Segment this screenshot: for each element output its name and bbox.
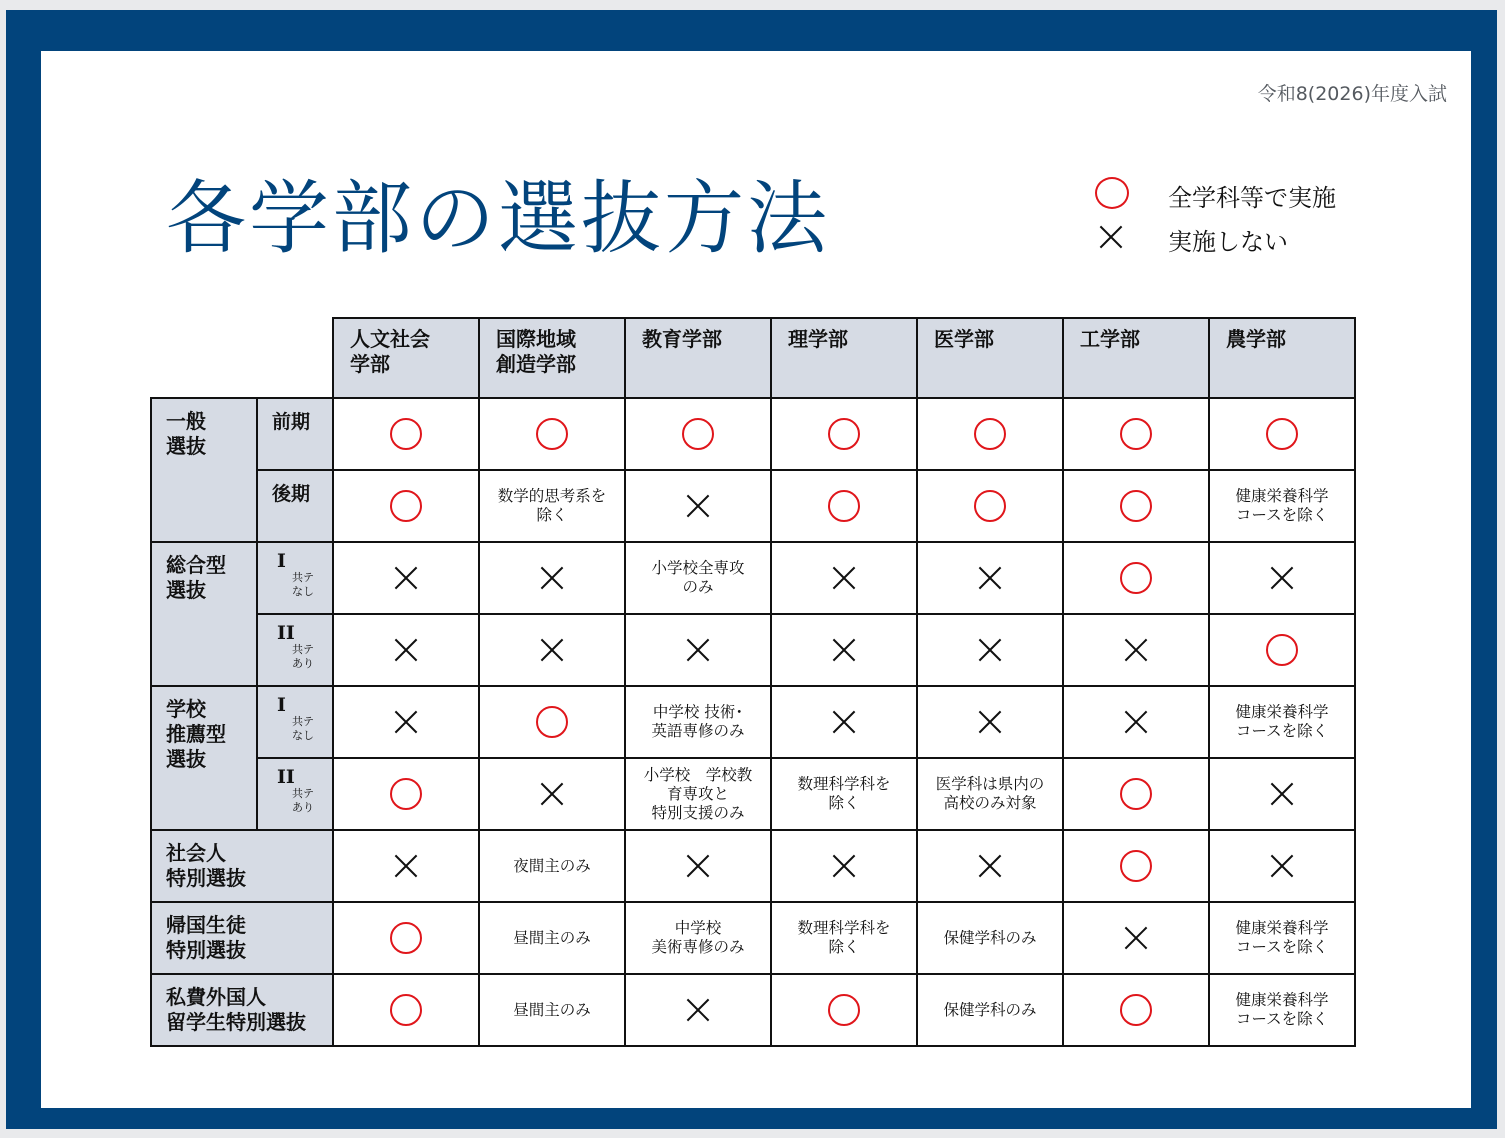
cross-icon: [832, 638, 856, 662]
cell-note: 夜間主のみ: [513, 856, 591, 875]
cross-icon: [1124, 710, 1148, 734]
selection-type-label: 選抜: [166, 578, 206, 602]
table-row: [151, 398, 1355, 470]
cross-icon: [1270, 566, 1294, 590]
cross-icon: [394, 638, 418, 662]
table-cell: [479, 398, 625, 470]
table-cell: [1063, 902, 1209, 974]
table-row: [151, 542, 1355, 614]
cell-note: のみ: [682, 578, 714, 596]
circle-icon: [390, 922, 422, 954]
circle-icon: [536, 706, 568, 738]
circle-icon: [390, 490, 422, 522]
faculty-header: [625, 318, 771, 398]
table-cell: [479, 542, 625, 614]
cell-note: 除く: [828, 794, 860, 812]
cross-icon: [832, 854, 856, 878]
table-cell: [917, 542, 1063, 614]
table-cell: [1063, 614, 1209, 686]
selection-type: [151, 542, 257, 686]
table-cell: [1209, 614, 1355, 686]
table-cell: [333, 902, 479, 974]
circle-icon: [1120, 418, 1152, 450]
circle-icon: [828, 418, 860, 450]
cell-note: コースを除く: [1235, 938, 1329, 956]
cross-icon: [1270, 854, 1294, 878]
cross-icon: [1270, 782, 1294, 806]
selection-subtype: [257, 758, 333, 830]
circle-icon: [828, 490, 860, 522]
circle-icon: [1120, 562, 1152, 594]
slide: [41, 51, 1471, 1108]
table-row: [151, 470, 1355, 542]
table-cell: [1209, 902, 1355, 974]
table-cell: [1209, 974, 1355, 1046]
table-cell: [625, 470, 771, 542]
common-test-label: 共テ: [292, 787, 314, 800]
circle-icon: [1095, 177, 1129, 209]
selection-type: [151, 974, 333, 1046]
common-test-label: 共テ: [292, 571, 314, 584]
cell-note: コースを除く: [1235, 506, 1329, 524]
circle-icon: [536, 418, 568, 450]
cell-note: 除く: [536, 506, 568, 524]
table-cell: [333, 542, 479, 614]
common-test-note: [288, 715, 318, 743]
subtype-numeral: II: [277, 766, 295, 788]
table-cell: [917, 830, 1063, 902]
cross-icon: [978, 638, 1002, 662]
table-cell: [625, 614, 771, 686]
legend-label: 全学科等で実施: [1168, 183, 1336, 212]
cell-note: 昼間主のみ: [513, 1000, 591, 1019]
cell-note: 英語専修のみ: [651, 722, 745, 740]
common-test-label: 共テ: [292, 715, 314, 728]
subtype-numeral: II: [277, 622, 295, 644]
cell-note: 健康栄養科学: [1235, 703, 1329, 721]
cell-note: 数学的思考系を: [497, 487, 607, 505]
cross-icon: [978, 854, 1002, 878]
table-cell: [771, 686, 917, 758]
cell-note: 数理科学科を: [797, 775, 891, 793]
cross-icon: [1124, 926, 1148, 950]
faculty-name: 人文社会: [350, 327, 430, 351]
cell-note: 除く: [828, 938, 860, 956]
faculty-name: 理学部: [788, 327, 848, 351]
table-row: [151, 758, 1355, 830]
table-cell: [625, 830, 771, 902]
cell-note: コースを除く: [1235, 1010, 1329, 1028]
table-cell: [917, 614, 1063, 686]
table-cell: [1063, 542, 1209, 614]
selection-type-label: 学校: [166, 697, 206, 721]
table-cell: [479, 686, 625, 758]
selection-subtype: [257, 686, 333, 758]
table-cell: [1063, 686, 1209, 758]
circle-icon: [1266, 418, 1298, 450]
table-cell: [1209, 686, 1355, 758]
circle-icon: [974, 418, 1006, 450]
faculty-header: [1209, 318, 1355, 398]
table-cell: [771, 470, 917, 542]
table-cell: [333, 974, 479, 1046]
table-cell: [1063, 974, 1209, 1046]
selection-subtype: [257, 542, 333, 614]
selection-type-label: 私費外国人: [166, 985, 266, 1009]
table-cell: [917, 686, 1063, 758]
selection-subtype: [257, 398, 333, 470]
cell-note: 数理科学科を: [797, 919, 891, 937]
selection-type-label: 帰国生徒: [166, 913, 246, 937]
table-corner: [151, 318, 333, 398]
selection-type-label: 特別選抜: [166, 938, 246, 962]
legend-item-circle: [1095, 177, 1336, 213]
table-cell: [479, 614, 625, 686]
cross-icon: [686, 854, 710, 878]
cell-note: 健康栄養科学: [1235, 991, 1329, 1009]
table-cell: [333, 686, 479, 758]
table-row: [151, 686, 1355, 758]
faculty-header: [479, 318, 625, 398]
common-test-note: [288, 787, 318, 815]
table-cell: [625, 542, 771, 614]
table-cell: [333, 758, 479, 830]
cell-note: 小学校 学校教: [643, 765, 753, 784]
selection-type-label: 選抜: [166, 747, 206, 771]
table-cell: [625, 974, 771, 1046]
table-cell: [917, 974, 1063, 1046]
selection-type-label: 推薦型: [166, 722, 226, 746]
cross-icon: [686, 494, 710, 518]
table-cell: [917, 758, 1063, 830]
period-label: 前期: [272, 411, 311, 433]
faculty-name: 医学部: [934, 327, 994, 351]
table-cell: [917, 470, 1063, 542]
faculty-name: 学部: [350, 352, 390, 376]
cell-note: 中学校: [674, 919, 722, 937]
selection-type: [151, 686, 257, 830]
cell-note: 医学科は県内の: [935, 775, 1045, 793]
table-cell: [771, 398, 917, 470]
selection-type-label: 特別選抜: [166, 866, 246, 890]
circle-icon: [390, 994, 422, 1026]
cross-icon: [978, 566, 1002, 590]
table-cell: [771, 542, 917, 614]
cell-note: 保健学科のみ: [943, 928, 1037, 947]
selection-type: [151, 398, 257, 542]
table-header-row: [151, 318, 1355, 398]
table-cell: [771, 614, 917, 686]
selection-type: [151, 830, 333, 902]
table-cell: [917, 398, 1063, 470]
cross-icon: [540, 566, 564, 590]
cell-note: 特別支援のみ: [651, 803, 745, 822]
table-cell: [625, 758, 771, 830]
circle-icon: [682, 418, 714, 450]
cross-icon: [832, 710, 856, 734]
cross-icon: [394, 566, 418, 590]
table-cell: [1209, 830, 1355, 902]
cell-note: 小学校全専攻: [651, 559, 745, 577]
common-test-note: [288, 643, 318, 671]
circle-icon: [974, 490, 1006, 522]
circle-icon: [1120, 994, 1152, 1026]
cell-note: コースを除く: [1235, 722, 1329, 740]
cell-note: 育専攻と: [666, 784, 729, 803]
table-row: [151, 830, 1355, 902]
cell-note: 保健学科のみ: [943, 1000, 1037, 1019]
cross-icon: [978, 710, 1002, 734]
cross-icon: [394, 710, 418, 734]
table-cell: [771, 830, 917, 902]
selection-type-label: 選抜: [166, 434, 206, 458]
circle-icon: [1120, 490, 1152, 522]
table-cell: [1209, 542, 1355, 614]
cell-note: 中学校 技術･: [652, 703, 744, 721]
selection-subtype: [257, 614, 333, 686]
faculty-header: [333, 318, 479, 398]
cross-icon: [686, 638, 710, 662]
selection-type-label: 留学生特別選抜: [166, 1010, 306, 1034]
table-row: [151, 902, 1355, 974]
table-cell: [771, 902, 917, 974]
slide-frame: [6, 10, 1497, 1129]
subtype-numeral: I: [277, 694, 286, 716]
table-cell: [771, 974, 917, 1046]
table-cell: [1063, 398, 1209, 470]
cross-icon: [1124, 638, 1148, 662]
table-cell: [1063, 830, 1209, 902]
faculty-name: 農学部: [1226, 327, 1286, 351]
faculty-header: [771, 318, 917, 398]
circle-icon: [1266, 634, 1298, 666]
common-test-label: 共テ: [292, 643, 314, 656]
common-test-label: あり: [292, 801, 314, 814]
cell-note: 昼間主のみ: [513, 928, 591, 947]
table-cell: [625, 398, 771, 470]
table-cell: [333, 614, 479, 686]
common-test-label: なし: [292, 729, 314, 742]
table-cell: [333, 470, 479, 542]
table-cell: [479, 974, 625, 1046]
faculty-name: 工学部: [1080, 327, 1140, 351]
table-cell: [625, 902, 771, 974]
selection-type-label: 総合型: [166, 553, 226, 577]
table-cell: [1063, 470, 1209, 542]
table-cell: [333, 398, 479, 470]
circle-icon: [828, 994, 860, 1026]
table-row: [151, 974, 1355, 1046]
common-test-label: あり: [292, 657, 314, 670]
circle-icon: [1120, 850, 1152, 882]
table-cell: [333, 830, 479, 902]
cross-icon: [1099, 225, 1123, 249]
cross-icon: [686, 998, 710, 1022]
faculty-header: [917, 318, 1063, 398]
subtype-numeral: I: [277, 550, 286, 572]
selection-type-label: 社会人: [166, 841, 226, 865]
table-cell: [1209, 470, 1355, 542]
circle-icon: [1120, 778, 1152, 810]
cross-icon: [540, 782, 564, 806]
table-cell: [1209, 758, 1355, 830]
cell-note: 美術専修のみ: [651, 938, 745, 956]
faculty-name: 創造学部: [496, 352, 576, 376]
selection-type-label: 一般: [166, 409, 206, 433]
table-row: [151, 614, 1355, 686]
table-cell: [479, 470, 625, 542]
cell-note: 健康栄養科学: [1235, 487, 1329, 505]
legend-item-cross: [1095, 221, 1288, 257]
selection-subtype: [257, 470, 333, 542]
page-title: 各学部の選抜方法: [166, 172, 830, 265]
table-cell: [479, 902, 625, 974]
cell-note: 高校のみ対象: [943, 794, 1037, 812]
faculty-name: 教育学部: [642, 327, 722, 351]
common-test-label: なし: [292, 585, 314, 598]
cell-note: 健康栄養科学: [1235, 919, 1329, 937]
exam-year-label: 令和8(2026)年度入試: [1257, 83, 1447, 105]
period-label: 後期: [272, 483, 311, 505]
selection-type: [151, 902, 333, 974]
table-cell: [1063, 758, 1209, 830]
cross-icon: [832, 566, 856, 590]
faculty-header: [1063, 318, 1209, 398]
table-cell: [479, 758, 625, 830]
legend-label: 実施しない: [1168, 227, 1288, 256]
table-cell: [1209, 398, 1355, 470]
cross-icon: [540, 638, 564, 662]
cross-icon: [394, 854, 418, 878]
faculty-name: 国際地域: [496, 327, 576, 351]
selection-table: [150, 317, 1356, 1047]
common-test-note: [288, 571, 318, 599]
table-cell: [917, 902, 1063, 974]
table-cell: [625, 686, 771, 758]
table-cell: [771, 758, 917, 830]
circle-icon: [390, 778, 422, 810]
circle-icon: [390, 418, 422, 450]
table-cell: [479, 830, 625, 902]
